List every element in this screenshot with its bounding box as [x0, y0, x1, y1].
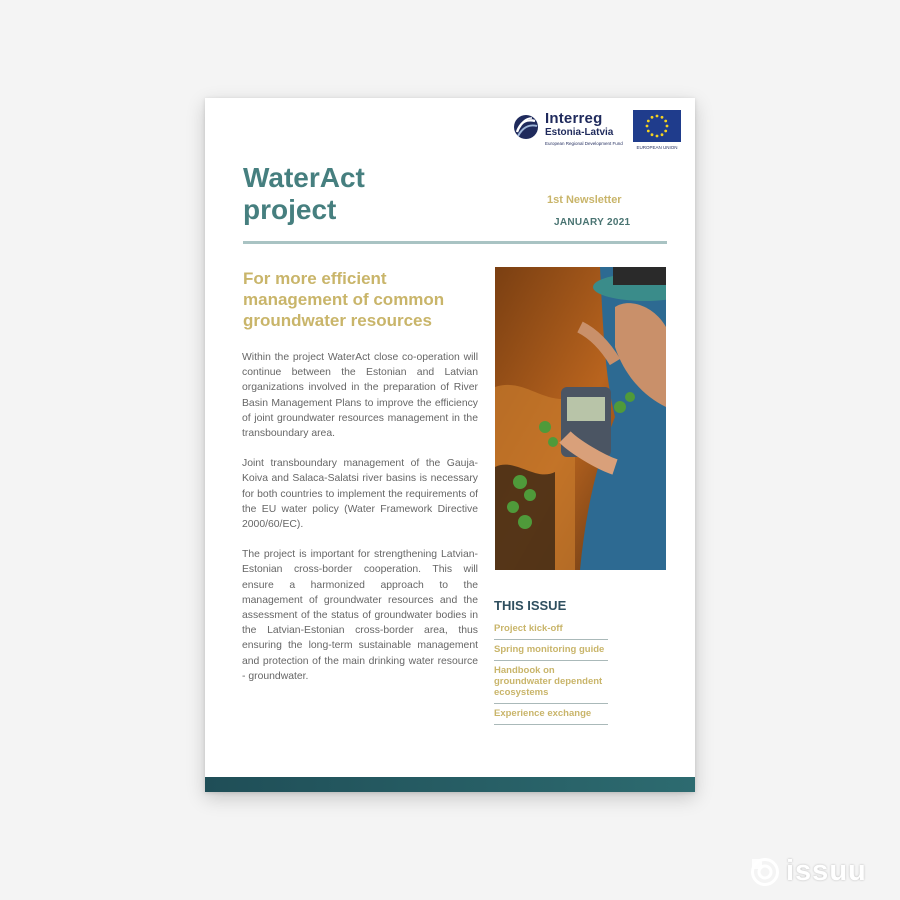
eu-flag-icon — [633, 110, 681, 142]
issue-item[interactable]: Experience exchange — [494, 704, 608, 725]
interreg-name: Interreg — [545, 110, 603, 127]
issuu-wordmark: issuu — [786, 855, 867, 887]
issue-list — [494, 619, 608, 725]
article-paragraph: The project is important for strengthening Latvian-Estonian cross-border cooperation. This will ensure a harmonized approach to the management of groundwater resources and the assessment of the status of groundwater bodies in the Latvian-Estonian cross-border area, thus ensuring the long-term sustainable management and protection of the main drinking water resource - groundwater. — [242, 549, 478, 682]
article-headline: For more efficient management of common groundwater resources — [243, 269, 445, 330]
issue-date: JANUARY 2021 — [554, 217, 631, 228]
interreg-logo-icon — [511, 113, 541, 141]
issue-item[interactable]: Project kick-off — [494, 619, 608, 640]
issue-item[interactable]: Handbook on groundwater dependent ecosystems — [494, 661, 608, 704]
newsletter-page — [205, 98, 695, 792]
page-title: WaterAct project — [243, 162, 365, 225]
header-divider — [243, 241, 667, 244]
issuu-logo-icon — [750, 857, 780, 887]
issuu-watermark[interactable] — [750, 855, 885, 889]
interreg-region: Estonia-Latvia — [545, 127, 614, 138]
this-issue-heading: THIS ISSUE — [494, 598, 567, 613]
field-photo — [495, 267, 666, 570]
article-paragraph: Within the project WaterAct close co-operation will continue between the Estonian and Latvian organizations involved in the preparation of River Basin Management Plans to improve the efficiency of joint groundwater resources management in the transboundary area. — [242, 352, 478, 440]
footer-bar — [205, 777, 695, 792]
article-paragraph: Joint transboundary management of the Gauja-Koiva and Salaca-Salatsi river basins is necessary for both countries to implement the requirements of the EU water policy (Water Framework Directive 2000/60/EC). — [242, 458, 478, 531]
logo-block — [511, 110, 681, 152]
article-body — [242, 350, 478, 699]
issue-item[interactable]: Spring monitoring guide — [494, 640, 608, 661]
interreg-fund: European Regional Development Fund — [545, 141, 623, 146]
eu-label: EUROPEAN UNION — [636, 145, 678, 150]
newsletter-label: 1st Newsletter — [547, 194, 622, 206]
